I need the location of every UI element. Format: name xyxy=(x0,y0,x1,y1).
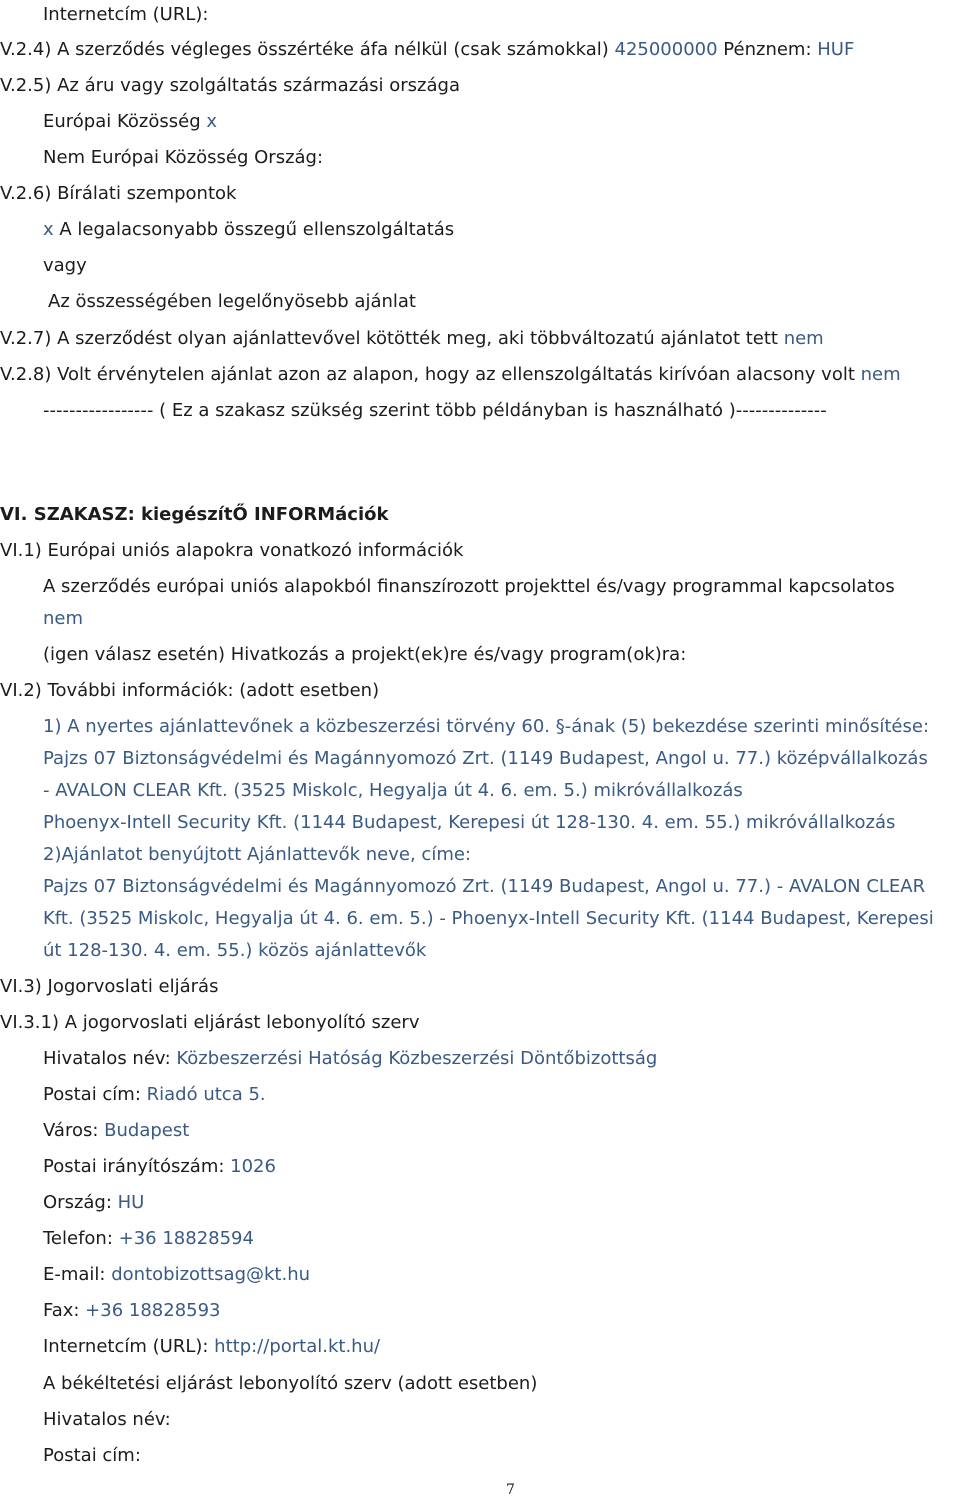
option-non-eu: Nem Európai Közösség Ország: xyxy=(43,147,324,168)
additional-info-line: - AVALON CLEAR Kft. (3525 Miskolc, Hegyalja út 4. 6. em. 5.) mikróvállalkozás xyxy=(43,780,743,801)
additional-info-line: 1) A nyertes ajánlattevőnek a közbeszerzési törvény 60. §-ának (5) bekezdése szerinti minősítése: xyxy=(43,716,930,737)
field-country: Ország: HU xyxy=(43,1192,145,1213)
field-variants: V.2.7) A szerződést olyan ajánlattevővel kötötték meg, aki többváltozatú ajánlatot tett nem xyxy=(0,328,824,349)
page-number: 7 xyxy=(506,1482,515,1498)
additional-info-line: Pajzs 07 Biztonságvédelmi és Magánnyomozó Zrt. (1149 Budapest, Angol u. 77.) középvállalkozás xyxy=(43,748,928,769)
field-review-body-heading: VI.3.1) A jogorvoslati eljárást lebonyolító szerv xyxy=(0,1012,420,1033)
field-url-top: Internetcím (URL): xyxy=(43,4,209,25)
field-origin-heading: V.2.5) Az áru vagy szolgáltatás származási országa xyxy=(0,75,460,96)
field-additional-info-heading: VI.2) További információk: (adott esetben) xyxy=(0,680,380,701)
section-vi-title: VI. SZAKASZ: kiegészítŐ INFORMációk xyxy=(0,504,389,525)
field-eu-funds-question: A szerződés európai uniós alapokból finanszírozott projekttel és/vagy programmal kapcsolatos xyxy=(43,576,895,597)
additional-info-line: Pajzs 07 Biztonságvédelmi és Magánnyomozó Zrt. (1149 Budapest, Angol u. 77.) - AVALON CLEAR xyxy=(43,876,926,897)
option-best-value: Az összességében legelőnyösebb ajánlat xyxy=(48,291,416,312)
option-eu: Európai Közösség x xyxy=(43,111,217,132)
field-review-heading: VI.3) Jogorvoslati eljárás xyxy=(0,976,219,997)
additional-info-line: 2)Ajánlatot benyújtott Ajánlattevők neve, címe: xyxy=(43,844,471,865)
field-mediation-address: Postai cím: xyxy=(43,1445,141,1466)
field-official-name: Hivatalos név: Közbeszerzési Hatóság Közbeszerzési Döntőbizottság xyxy=(43,1048,658,1069)
text-or: vagy xyxy=(43,255,87,276)
field-fax: Fax: +36 18828593 xyxy=(43,1300,221,1321)
field-eu-funds-heading: VI.1) Európai uniós alapokra vonatkozó információk xyxy=(0,540,464,561)
field-contract-value: V.2.4) A szerződés végleges összértéke áfa nélkül (csak számokkal) 425000000 Pénznem: HUF xyxy=(0,39,855,60)
field-criteria-heading: V.2.6) Bírálati szempontok xyxy=(0,183,237,204)
field-mediation-heading: A békéltetési eljárást lebonyolító szerv (adott esetben) xyxy=(43,1373,538,1394)
field-city: Város: Budapest xyxy=(43,1120,190,1141)
field-eu-funds-answer: nem xyxy=(43,608,84,629)
field-mediation-name: Hivatalos név: xyxy=(43,1409,171,1430)
field-url: Internetcím (URL): http://portal.kt.hu/ xyxy=(43,1336,381,1357)
field-phone: Telefon: +36 18828594 xyxy=(43,1228,254,1249)
additional-info-line: út 128-130. 4. em. 55.) közös ajánlattevők xyxy=(43,940,427,961)
field-postal-code: Postai irányítószám: 1026 xyxy=(43,1156,276,1177)
field-email: E-mail: dontobizottsag@kt.hu xyxy=(43,1264,311,1285)
option-lowest-price: x A legalacsonyabb összegű ellenszolgáltatás xyxy=(43,219,455,240)
field-project-reference: (igen válasz esetén) Hivatkozás a projekt(ek)re és/vagy program(ok)ra: xyxy=(43,644,687,665)
additional-info-line: Phoenyx-Intell Security Kft. (1144 Budapest, Kerepesi út 128-130. 4. em. 55.) mikróvállalkozás xyxy=(43,812,896,833)
field-postal-address: Postai cím: Riadó utca 5. xyxy=(43,1084,266,1105)
additional-info-line: Kft. (3525 Miskolc, Hegyalja út 4. 6. em. 5.) - Phoenyx-Intell Security Kft. (1144 Budapest, Kerepesi xyxy=(43,908,934,929)
section-separator-note: ----------------- ( Ez a szakasz szükség szerint több példányban is használható )-------------- xyxy=(43,400,827,421)
field-abnormally-low: V.2.8) Volt érvénytelen ajánlat azon az alapon, hogy az ellenszolgáltatás kirívóan alacsony volt nem xyxy=(0,364,901,385)
